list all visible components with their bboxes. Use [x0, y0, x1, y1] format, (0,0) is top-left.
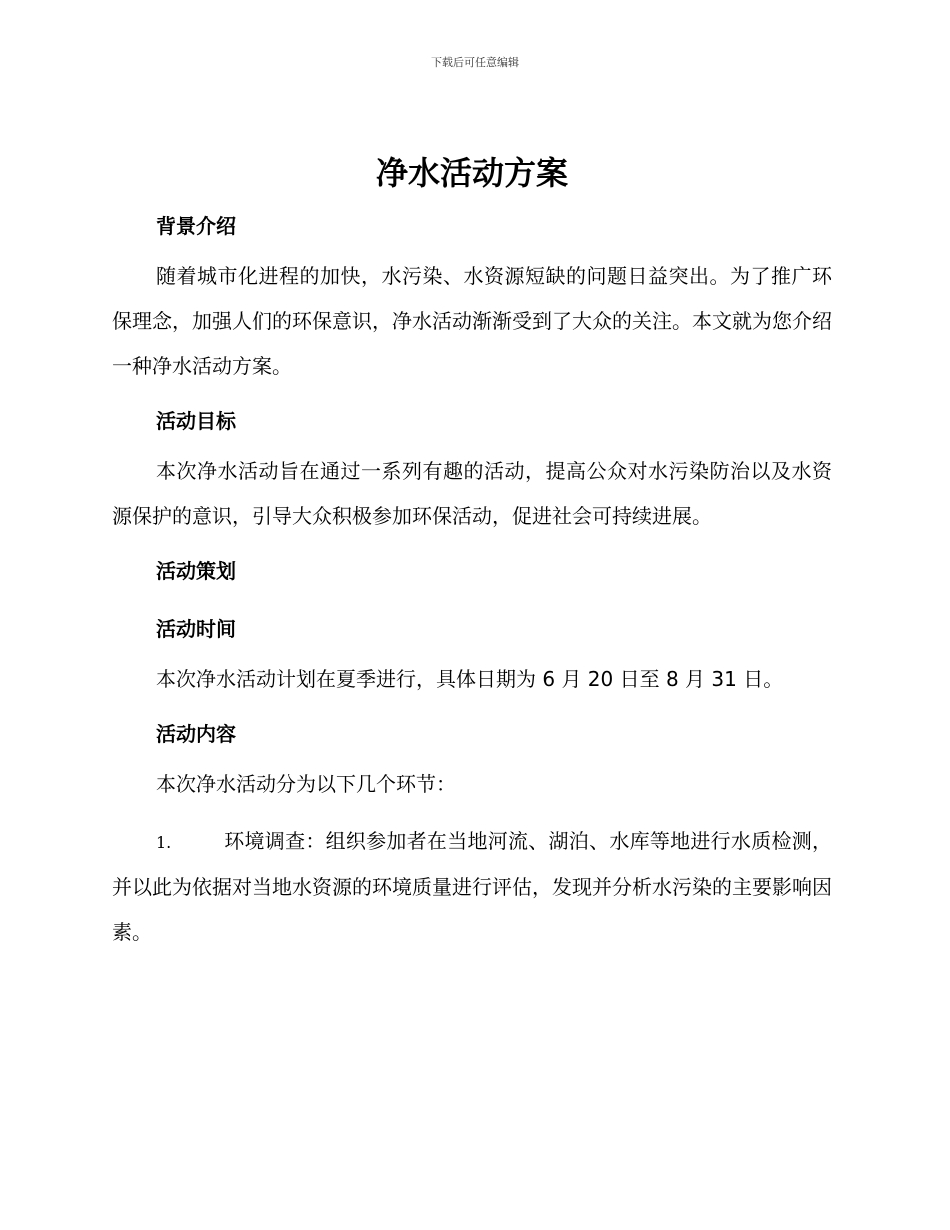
heading-goal: 活动目标 — [156, 409, 236, 433]
page-header: 下载后可任意编辑 — [431, 56, 519, 69]
document-title: 净水活动方案 — [375, 154, 568, 192]
list-item-text: 环境调查：组织参加者在当地河流、湖泊、水库等地进行水质检测，并以此为依据对当地水资源的环境质量进行评估，发现并分析水污染的主要影响因素。 — [112, 829, 832, 944]
paragraph-time: 本次净水活动计划在夏季进行，具体日期为 6 月 20 日至 8 月 31 日。 — [156, 667, 784, 691]
document-content — [112, 148, 832, 955]
heading-background: 背景介绍 — [156, 214, 236, 238]
heading-plan: 活动策划 — [156, 559, 236, 583]
heading-time: 活动时间 — [156, 617, 236, 641]
paragraph-goal: 本次净水活动旨在通过一系列有趣的活动，提高公众对水污染防治以及水资源保护的意识，引导大众积极参加环保活动，促进社会可持续进展。 — [112, 459, 832, 528]
list-item — [112, 819, 832, 955]
paragraph-content-intro: 本次净水活动分为以下几个环节： — [156, 772, 456, 796]
list-item-number: 1. — [156, 833, 172, 852]
heading-content: 活动内容 — [156, 722, 236, 746]
paragraph-background: 随着城市化进程的加快，水污染、水资源短缺的问题日益突出。为了推广环保理念，加强人们的环保意识，净水活动渐渐受到了大众的关注。本文就为您介绍一种净水活动方案。 — [112, 264, 832, 378]
